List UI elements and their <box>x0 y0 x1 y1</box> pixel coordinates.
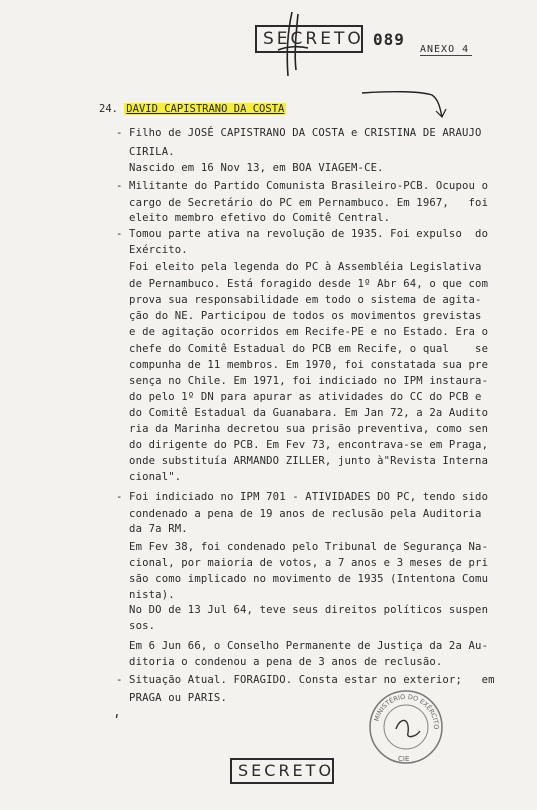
body-line: condenado a pena de 19 anos de reclusão pela Auditoria <box>116 508 482 520</box>
body-line: Foi eleito pela legenda do PC à Assembléia Legislativa <box>116 261 482 273</box>
svg-text:MINISTÉRIO DO EXÉRCITO: MINISTÉRIO DO EXÉRCITO <box>372 692 441 730</box>
body-line: Em 6 Jun 66, o Conselho Permanente de Justiça da 2a Au- <box>116 640 489 652</box>
body-line: PRAGA ou PARIS. <box>116 692 227 704</box>
body-line: Nascido em 16 Nov 13, em BOA VIAGEM-CE. <box>116 162 384 174</box>
body-line: ria da Marinha decretou sua prisão preventiva, como sen <box>116 423 489 435</box>
body-line: ção do NE. Participou de todos os movimentos grevistas <box>116 310 482 322</box>
body-line: onde substituía ARMANDO ZILLER, junto à"Revista Interna <box>116 455 489 467</box>
body-line: sença no Chile. Em 1971, foi indiciado no IPM instaura- <box>116 375 489 387</box>
official-seal <box>366 687 446 767</box>
body-line: cargo de Secretário do PC em Pernambuco. Em 1967, foi <box>116 197 489 209</box>
body-line: do pelo 1º DN para apurar as atividades do CC do PCB e <box>116 391 482 403</box>
entry-number: 24. <box>99 103 118 115</box>
body-line: chefe do Comitê Estadual do PCB em Recife, o qual se <box>116 343 489 355</box>
body-line: - Militante do Partido Comunista Brasileiro-PCB. Ocupou o <box>116 180 489 192</box>
margin-mark: ʹ <box>112 712 122 731</box>
body-line: de Pernambuco. Está foragido desde 1º Abr 64, o que com <box>116 278 489 290</box>
body-line: eleito membro efetivo do Comitê Central. <box>116 212 391 224</box>
body-line: cional". <box>116 471 182 483</box>
entry-name: DAVID CAPISTRANO DA COSTA <box>126 103 285 115</box>
body-line: - Foi indiciado no IPM 701 - ATIVIDADES DO PC, tendo sido <box>116 491 489 503</box>
body-line: - Filho de JOSÉ CAPISTRANO DA COSTA e CRISTINA DE ARAUJO <box>116 127 482 139</box>
body-line: do Comitê Estadual da Guanabara. Em Jan 72, a 2a Audito <box>116 407 489 419</box>
body-line: Em Fev 38, foi condenado pelo Tribunal de Segurança Na- <box>116 541 489 553</box>
body-line: são como implicado no movimento de 1935 (Intentona Comu <box>116 573 489 585</box>
body-line: No DO de 13 Jul 64, teve seus direitos políticos suspen <box>116 604 489 616</box>
body-line: CIRILA. <box>116 146 175 158</box>
classification-stamp-top: SECRETO <box>255 25 363 53</box>
body-line: - Tomou parte ativa na revolução de 1935. Foi expulso do <box>116 228 489 240</box>
body-line: nista). <box>116 589 175 601</box>
body-line: ditoria o condenou a pena de 3 anos de reclusão. <box>116 656 443 668</box>
body-line: Exército. <box>116 244 188 256</box>
svg-text:CIE: CIE <box>398 755 410 763</box>
entry-heading <box>99 103 286 115</box>
body-line: e de agitação ocorridos em Recife-PE e no Estado. Era o <box>116 326 489 338</box>
handwritten-arrow <box>360 85 450 120</box>
body-line: - Situação Atual. FORAGIDO. Consta estar no exterior; em <box>116 674 495 686</box>
annex-label: ANEXO 4 <box>420 44 472 56</box>
body-line: cional, por maioria de votos, a 7 anos e 3 meses de pri <box>116 557 489 569</box>
body-line: prova sua responsabilidade em todo o sistema de agita- <box>116 294 482 306</box>
body-line: sos. <box>116 620 156 632</box>
body-line: do dirigente do PCB. Em Fev 73, encontrava-se em Praga, <box>116 439 489 451</box>
body-line: da 7a RM. <box>116 523 188 535</box>
document-number: 089 <box>373 30 405 49</box>
classification-stamp-bottom: SECRETO <box>230 758 334 784</box>
body-line: compunha de 11 membros. Em 1970, foi constatada sua pre <box>116 359 489 371</box>
